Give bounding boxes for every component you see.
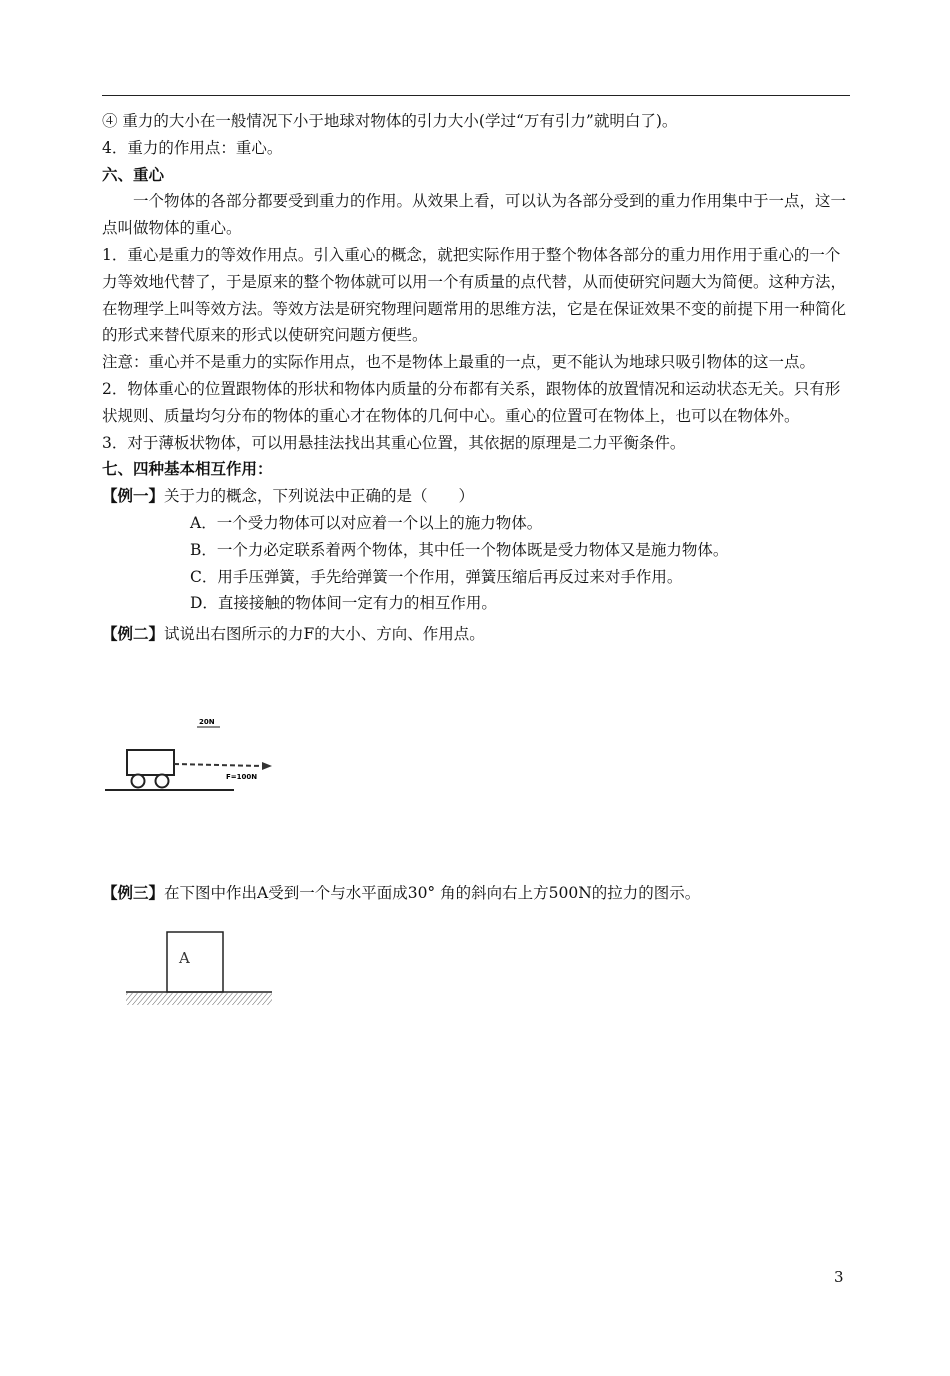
section-6-intro: 一个物体的各部分都要受到重力的作用。从效果上看，可以认为各部分受到的重力作用集中于一点，这一点叫做物体的重心。 bbox=[102, 192, 847, 238]
example-3-label: 【例三】 bbox=[102, 884, 165, 902]
example-2-question bbox=[102, 621, 852, 648]
section-6-item-2: 2．物体重心的位置跟物体的形状和物体内质量的分布都有关系，跟物体的放置情况和运动状态无关。只有形状规则、质量均匀分布的物体的重心才在物体的几何中心。重心的位置可在物体上，也可以在物体外。 bbox=[102, 379, 841, 425]
cart-body bbox=[127, 750, 174, 775]
block-on-ground-figure bbox=[120, 930, 280, 1012]
option-a: A．一个受力物体可以对应着一个以上的施力物体。 bbox=[190, 513, 543, 532]
example-1-question bbox=[102, 483, 852, 510]
example-1-options bbox=[102, 510, 852, 617]
force-arrow-head bbox=[262, 762, 272, 770]
section-7-heading: 七、四种基本相互作用： bbox=[102, 460, 273, 479]
block-a-label: A bbox=[179, 949, 190, 967]
header-rule bbox=[102, 95, 850, 96]
example-1-label: 【例一】 bbox=[102, 487, 165, 506]
option-c: C．用手压弹簧，手先给弹簧一个作用，弹簧压缩后再反过来对手作用。 bbox=[190, 567, 683, 586]
section-6-note: 注意：重心并不是重力的实际作用点，也不是物体上最重的一点，更不能认为地球只吸引物体的这一点。 bbox=[102, 353, 816, 372]
cart-force-figure bbox=[102, 712, 277, 797]
scale-label: 20N bbox=[199, 718, 215, 726]
option-d: D．直接接触的物体间一定有力的相互作用。 bbox=[190, 594, 497, 613]
example-2-label: 【例二】 bbox=[102, 625, 165, 644]
gravity-application-point: 4．重力的作用点：重心。 bbox=[102, 138, 283, 157]
cart-wheel-left bbox=[132, 775, 145, 788]
block-a bbox=[167, 932, 223, 992]
gravity-point-4: ④ 重力的大小在一般情况下小于地球对物体的引力大小(学过“万有引力”就明白了)。 bbox=[102, 112, 678, 130]
example-3-text: 在下图中作出A受到一个与水平面成30° 角的斜向右上方500N的拉力的图示。 bbox=[164, 884, 701, 902]
page-number: 3 bbox=[834, 1268, 844, 1286]
page-body bbox=[102, 108, 852, 648]
option-b: B．一个力必定联系着两个物体，其中任一个物体既是受力物体又是施力物体。 bbox=[190, 540, 729, 559]
example-3-question bbox=[102, 880, 700, 907]
force-arrow-line bbox=[174, 764, 262, 766]
example-1-text: 关于力的概念，下列说法中正确的是（ ） bbox=[164, 487, 475, 506]
example-2-text: 试说出右图所示的力F的大小、方向、作用点。 bbox=[164, 625, 485, 644]
section-6-item-3: 3．对于薄板状物体，可以用悬挂法找出其重心位置，其依据的原理是二力平衡条件。 bbox=[102, 433, 686, 452]
section-6-item-1: 1．重心是重力的等效作用点。引入重心的概念，就把实际作用于整个物体各部分的重力用作用于重心的一个力等效地代替了，于是原来的整个物体就可以用一个有质量的点代替，从而使研究问题大为简便。这种方法，在物理学上叫等效方法。等效方法是研究物理问题常用的思维方法，它是在保证效果不变的前提下用一种简化的形式来替代原来的形式以使研究问题方便些。 bbox=[102, 245, 847, 345]
section-6-heading: 六、重心 bbox=[102, 165, 165, 184]
force-label: F=100N bbox=[226, 773, 258, 781]
ground-hatching bbox=[126, 993, 272, 1005]
cart-wheel-right bbox=[156, 775, 169, 788]
